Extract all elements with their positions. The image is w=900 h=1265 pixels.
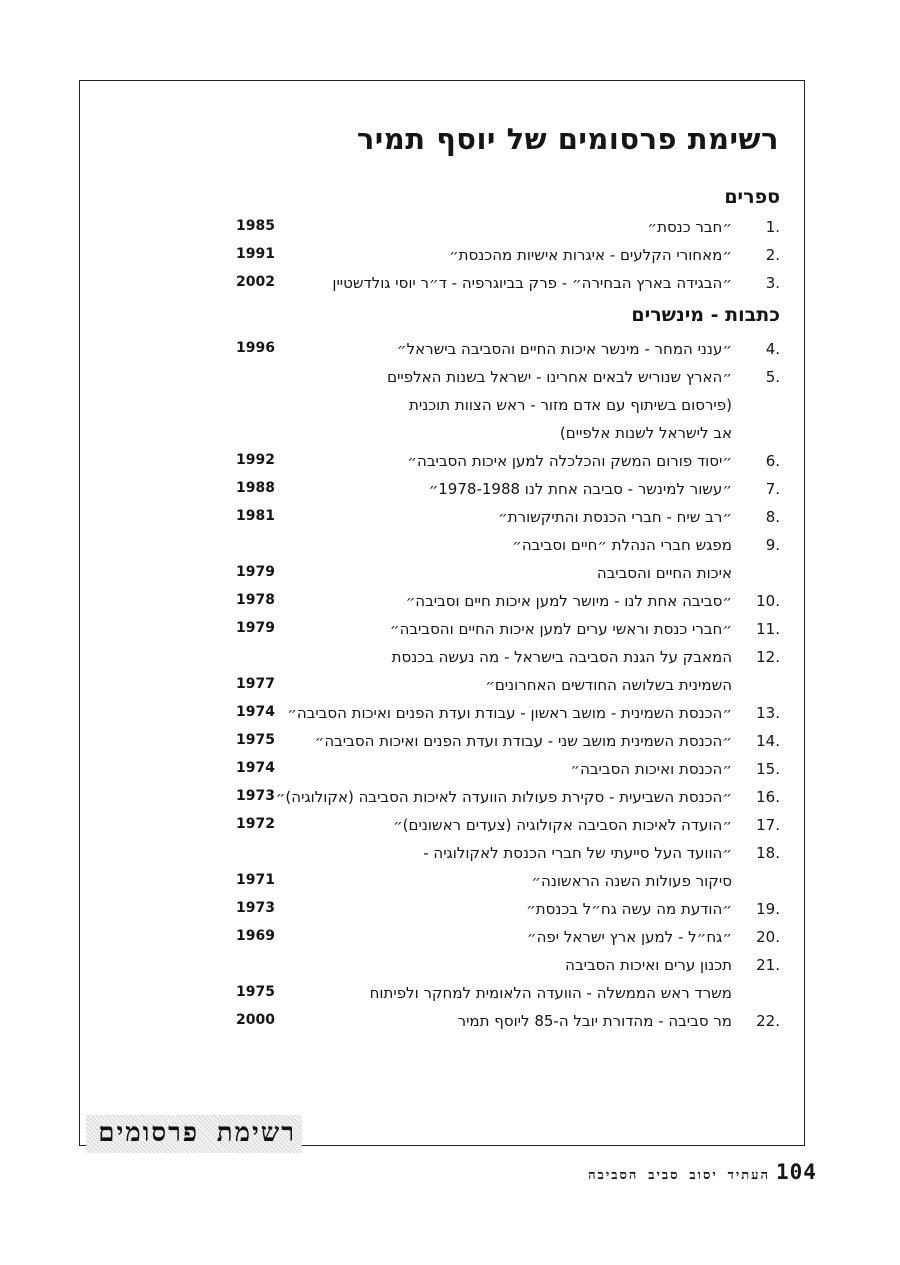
item-title: (פירסום בשיתוף עם אדם מזור - ראש הצוות תוכנית <box>409 396 732 414</box>
item-title: ״הכנסת השמינית מושב שני - עבודת ועדת הפנים ואיכות הסביבה״ <box>314 732 732 750</box>
item-year: 1973 <box>236 788 275 804</box>
item-year: 1985 <box>236 218 275 234</box>
item-title: המאבק על הגנת הסביבה בישראל - מה נעשה בכנסת <box>391 648 732 666</box>
item-year: 1977 <box>236 676 275 692</box>
item-title: מר סביבה - מהדורת יובל ה-85 ליוסף תמיר <box>457 1012 732 1030</box>
item-title: ״הכנסת השביעית - סקירת פעולות הוועדה לאיכות הסביבה (אקולוגיה)״ <box>275 788 732 806</box>
item-title: ״הבגידה בארץ הבחירה״ - פרק בביוגרפיה - ד״ר יוסי גולדשטיין <box>332 274 732 292</box>
item-year: 1975 <box>236 732 275 748</box>
list-item-line <box>0 564 900 592</box>
item-title: איכות החיים והסביבה <box>596 564 732 582</box>
list-item-line <box>0 872 900 900</box>
item-year: 1996 <box>236 340 275 356</box>
item-year: 2002 <box>236 274 275 290</box>
item-title: ״הוועד העל סייעתי של חברי הכנסת לאקולוגיה - <box>423 844 732 862</box>
item-title: ״גח״ל - למען ארץ ישראל יפה״ <box>526 928 732 946</box>
item-title: תכנון ערים ואיכות הסביבה <box>565 956 732 974</box>
item-title: ״יסוד פורום המשק והכלכלה למען איכות הסביבה״ <box>407 452 732 470</box>
list-item-line <box>0 246 900 274</box>
item-year: 1988 <box>236 480 275 496</box>
list-item-line <box>0 536 900 564</box>
item-title: ״עשור למינשר - סביבה אחת לנו 1978-1988״ <box>428 480 732 498</box>
list-item-line <box>0 788 900 816</box>
list-item-line <box>0 760 900 788</box>
item-title: סיקור פעולות השנה הראשונה״ <box>531 872 732 890</box>
running-title: העתיד יסוב סביב הסביבה <box>588 1168 770 1183</box>
item-year: 1979 <box>236 620 275 636</box>
item-year: 1981 <box>236 508 275 524</box>
item-title: ״ענני המחר - מינשר איכות החיים והסביבה בישראל״ <box>396 340 732 358</box>
list-item-line <box>0 274 900 302</box>
item-title: ״הכנסת השמינית - מושב ראשון - עבודת ועדת הפנים ואיכות הסביבה״ <box>287 704 732 722</box>
item-number: 2. <box>765 246 780 264</box>
item-number: 3. <box>765 274 780 292</box>
list-item-line <box>0 452 900 480</box>
item-year: 2000 <box>236 1012 275 1028</box>
item-year: 1975 <box>236 984 275 1000</box>
list-item-line <box>0 218 900 246</box>
item-year: 1974 <box>236 760 275 776</box>
item-title: ״הודעת מה עשה גח״ל בכנסת״ <box>526 900 732 918</box>
section-label: רשימת פרסומים <box>98 1118 296 1148</box>
section-heading-books: ספרים <box>724 186 780 208</box>
item-number: 20. <box>756 928 780 946</box>
item-title: ״סביבה אחת לנו - מיושר למען איכות חיים וסביבה״ <box>405 592 732 610</box>
item-number: 4. <box>765 340 780 358</box>
item-title: ״הארץ שנוריש לבאים אחרינו - ישראל בשנות האלפיים <box>387 368 732 386</box>
item-number: 14. <box>756 732 780 750</box>
item-title: השמינית בשלושה החודשים האחרונים״ <box>485 676 732 694</box>
item-title: ״הועדה לאיכות הסביבה אקולוגיה (צעדים ראשונים)״ <box>393 816 732 834</box>
item-year: 1991 <box>236 246 275 262</box>
list-item-line <box>0 676 900 704</box>
list-item-line <box>0 620 900 648</box>
page-number: 104 <box>776 1160 817 1184</box>
item-title: ״חבר כנסת״ <box>647 218 732 236</box>
item-number: 16. <box>756 788 780 806</box>
list-item-line <box>0 508 900 536</box>
item-number: 9. <box>765 536 780 554</box>
list-item-line <box>0 816 900 844</box>
list-item-line <box>0 1012 900 1040</box>
item-year: 1971 <box>236 872 275 888</box>
item-number: 19. <box>756 900 780 918</box>
list-item-line <box>0 592 900 620</box>
item-title: משרד ראש הממשלה - הוועדה הלאומית למחקר ולפיתוח <box>369 984 732 1002</box>
item-title: ״רב שיח - חברי הכנסת והתיקשורת״ <box>498 508 732 526</box>
item-year: 1974 <box>236 704 275 720</box>
list-item-line <box>0 340 900 368</box>
item-number: 6. <box>765 452 780 470</box>
list-item-line <box>0 732 900 760</box>
item-number: 21. <box>756 956 780 974</box>
item-title: אב לישראל לשנות אלפיים) <box>559 424 732 442</box>
item-title: ״חברי כנסת וראשי ערים למען איכות החיים והסביבה״ <box>389 620 732 638</box>
item-number: 10. <box>756 592 780 610</box>
list-item-line <box>0 928 900 956</box>
item-title: ״הכנסת ואיכות הסביבה״ <box>570 760 732 778</box>
list-item-line <box>0 844 900 872</box>
list-item-line <box>0 900 900 928</box>
section-heading-articles: כתבות - מינשרים <box>631 304 780 326</box>
item-year: 1972 <box>236 816 275 832</box>
item-title: ״מאחורי הקלעים - איגרות אישיות מהכנסת״ <box>449 246 732 264</box>
item-title: מפגש חברי הנהלת ״חיים וסביבה״ <box>512 536 732 554</box>
item-number: 5. <box>765 368 780 386</box>
item-number: 12. <box>756 648 780 666</box>
item-number: 15. <box>756 760 780 778</box>
item-year: 1978 <box>236 592 275 608</box>
item-year: 1973 <box>236 900 275 916</box>
list-item-line <box>0 984 900 1012</box>
item-number: 7. <box>765 480 780 498</box>
item-number: 11. <box>756 620 780 638</box>
list-item-line <box>0 648 900 676</box>
item-number: 8. <box>765 508 780 526</box>
item-year: 1969 <box>236 928 275 944</box>
item-number: 1. <box>765 218 780 236</box>
item-year: 1979 <box>236 564 275 580</box>
item-number: 22. <box>756 1012 780 1030</box>
list-item-line <box>0 704 900 732</box>
list-item-line <box>0 480 900 508</box>
item-number: 13. <box>756 704 780 722</box>
section-label-box <box>86 1115 302 1153</box>
list-item-line <box>0 396 900 424</box>
item-number: 18. <box>756 844 780 862</box>
list-item-line <box>0 956 900 984</box>
item-year: 1992 <box>236 452 275 468</box>
list-item-line <box>0 424 900 452</box>
page-title: רשימת פרסומים של יוסף תמיר <box>356 122 779 156</box>
list-item-line <box>0 368 900 396</box>
item-number: 17. <box>756 816 780 834</box>
